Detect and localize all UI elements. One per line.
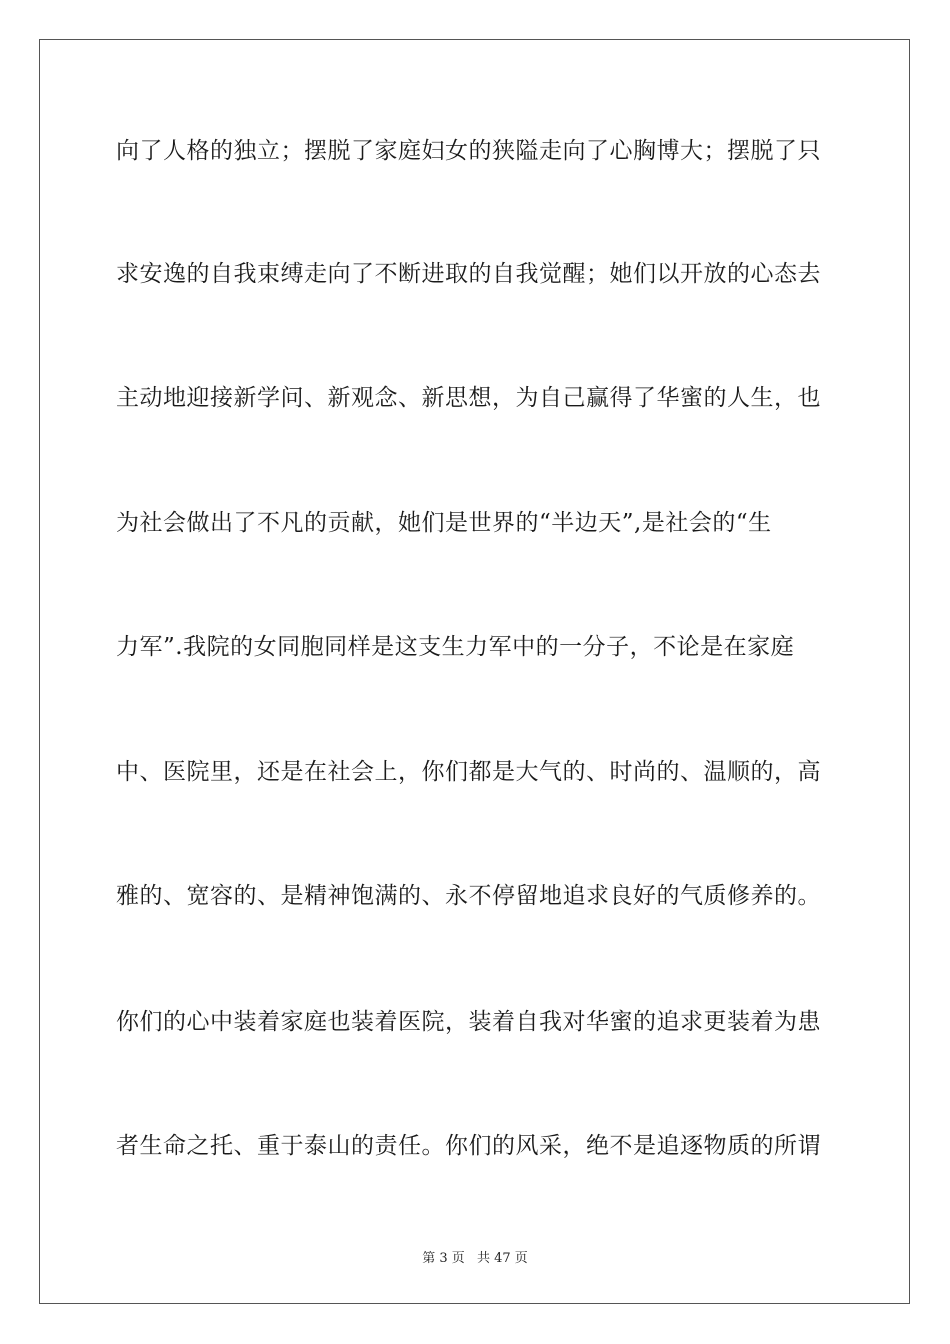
text-line: 你们的心中装着家庭也装着医院，装着自我对华蜜的追求更装着为患 [116,1009,821,1035]
page-total: 共 47 页 [476,1251,528,1266]
text-line: 求安逸的自我束缚走向了不断进取的自我觉醒；她们以开放的心态去 [116,261,821,287]
page-footer [0,1247,950,1266]
text-line: 中、医院里，还是在社会上，你们都是大气的、时尚的、温顺的，高 [116,759,821,785]
text-line: 力军”.我院的女同胞同样是这支生力军中的一分子，不论是在家庭 [116,634,795,660]
text-line: 雅的、宽容的、是精神饱满的、永不停留地追求良好的气质修养的。 [116,883,821,909]
text-line: 主动地迎接新学问、新观念、新思想，为自己赢得了华蜜的人生，也 [116,385,821,411]
text-line: 为社会做出了不凡的贡献，她们是世界的“半边天”,是社会的“生 [116,510,772,536]
page-number: 第 3 页 [422,1251,465,1266]
text-line: 向了人格的独立；摆脱了家庭妇女的狭隘走向了心胸博大；摆脱了只 [116,138,821,164]
text-line: 者生命之托、重于泰山的责任。你们的风采，绝不是追逐物质的所谓 [116,1133,821,1159]
page-border [39,39,910,1304]
